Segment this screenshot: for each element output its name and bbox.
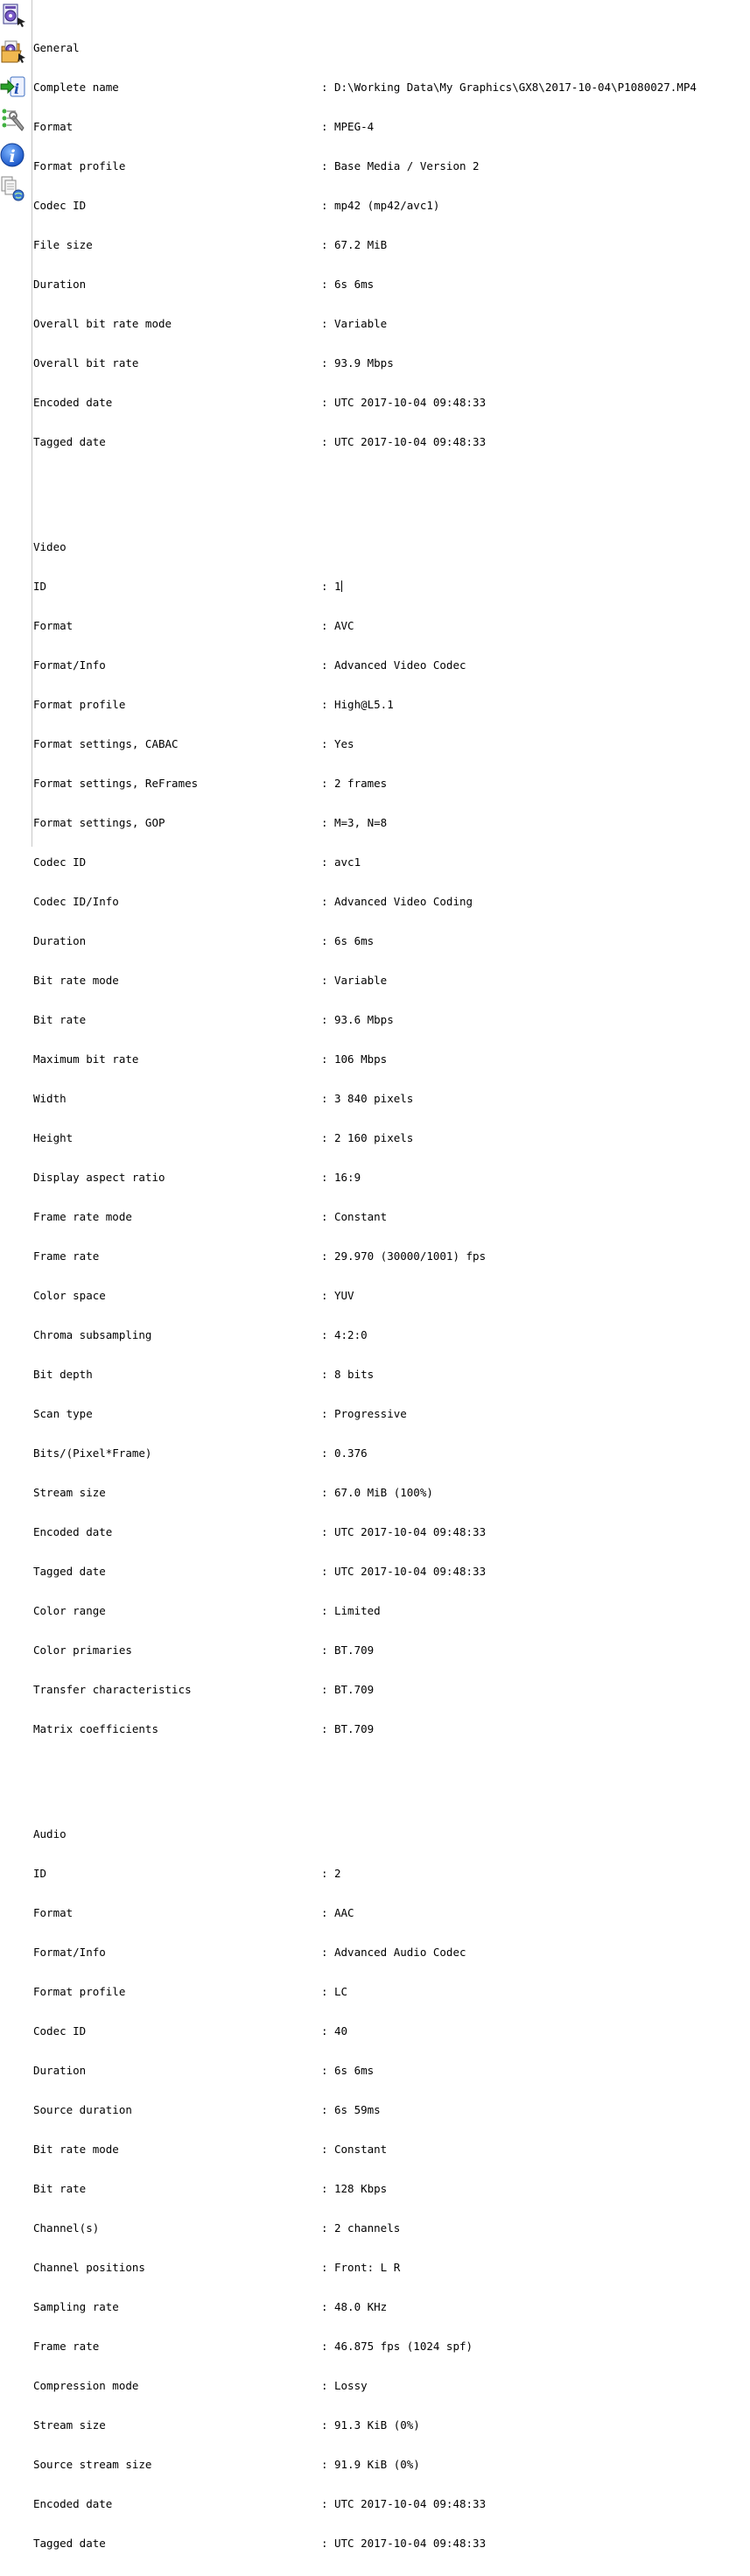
info-row: Color space : YUV [33, 1289, 354, 1302]
field-value: 6s 6ms [334, 278, 375, 291]
field-label: ID [33, 1867, 47, 1880]
info-row: Overall bit rate : 93.9 Mbps [33, 356, 394, 370]
field-value: Constant [334, 1210, 388, 1223]
field-label: Format/Info [33, 658, 106, 672]
field-label: Frame rate [33, 2340, 100, 2353]
field-value: 2 [334, 1867, 341, 1880]
section-title-audio: Audio [33, 1827, 67, 1841]
field-label: Bits/(Pixel*Frame) [33, 1446, 152, 1460]
field-value: Yes [334, 737, 354, 750]
info-row: Tagged date : UTC 2017-10-04 09:48:33 [33, 435, 487, 448]
info-row: Chroma subsampling : 4:2:0 [33, 1328, 368, 1341]
field-label: Source duration [33, 2103, 132, 2116]
field-label: Format settings, ReFrames [33, 777, 199, 790]
field-label: Duration [33, 2064, 87, 2077]
field-label: Scan type [33, 1407, 93, 1420]
info-row: Maximum bit rate : 106 Mbps [33, 1052, 388, 1066]
field-value: Constant [334, 2143, 388, 2156]
svg-text:i: i [14, 81, 20, 97]
info-row: Compression mode : Lossy [33, 2379, 368, 2392]
info-row: Bit rate mode : Variable [33, 974, 388, 987]
info-row: Height : 2 160 pixels [33, 1131, 414, 1144]
field-label: Format [33, 1906, 74, 1919]
text-caret [341, 581, 342, 592]
field-label: Color space [33, 1289, 106, 1302]
field-label: Format [33, 619, 74, 632]
field-label: Compression mode [33, 2379, 139, 2392]
info-row: Channel(s) : 2 channels [33, 2221, 401, 2235]
field-label: Format settings, CABAC [33, 737, 179, 750]
info-row: Bit rate : 93.6 Mbps [33, 1013, 394, 1026]
field-value: 16:9 [334, 1171, 361, 1184]
svg-text:i: i [9, 147, 16, 166]
info-row: Format/Info : Advanced Video Codec [33, 658, 466, 672]
info-row: Channel positions : Front: L R [33, 2261, 401, 2274]
field-value: 6s 6ms [334, 934, 375, 947]
field-value: YUV [334, 1289, 354, 1302]
toolbar [0, 0, 29, 847]
field-value: 4:2:0 [334, 1328, 368, 1341]
field-label: Matrix coefficients [33, 1722, 158, 1735]
field-value: 106 Mbps [334, 1052, 388, 1066]
field-value: BT.709 [334, 1722, 375, 1735]
export-button[interactable] [0, 74, 28, 101]
field-value: 46.875 fps (1024 spf) [334, 2340, 473, 2353]
field-label: Bit rate mode [33, 2143, 119, 2156]
field-value: 67.2 MiB [334, 238, 388, 251]
field-label: Overall bit rate mode [33, 317, 172, 330]
info-row: ID : 2 [33, 1867, 341, 1880]
field-label: Overall bit rate [33, 356, 139, 370]
info-row: Format profile : High@L5.1 [33, 698, 394, 711]
field-value: Progressive [334, 1407, 407, 1420]
media-info-text [33, 2, 747, 2576]
field-value: 2 channels [334, 2221, 401, 2235]
info-row: Tagged date : UTC 2017-10-04 09:48:33 [33, 1565, 487, 1578]
info-row: Encoded date : UTC 2017-10-04 09:48:33 [33, 2497, 487, 2510]
info-row: Duration : 6s 6ms [33, 934, 375, 947]
open-file-icon [0, 2, 28, 28]
info-row: Source stream size : 91.9 KiB (0%) [33, 2458, 420, 2471]
info-row: Encoded date : UTC 2017-10-04 09:48:33 [33, 396, 487, 409]
field-label: Height [33, 1131, 74, 1144]
info-row: Codec ID : 40 [33, 2024, 348, 2038]
field-value: 2 frames [334, 777, 388, 790]
field-label: Encoded date [33, 396, 113, 409]
field-value: mp42 (mp42/avc1) [334, 199, 440, 212]
knowledge-base-button[interactable] [0, 175, 28, 201]
preferences-button[interactable] [0, 107, 28, 133]
field-label: Bit rate mode [33, 974, 119, 987]
info-row: Frame rate mode : Constant [33, 1210, 388, 1223]
field-value: MPEG-4 [334, 120, 375, 133]
field-label: Tagged date [33, 2537, 106, 2550]
field-label: Format profile [33, 159, 126, 172]
field-label: Channel(s) [33, 2221, 100, 2235]
info-row: Duration : 6s 6ms [33, 278, 375, 291]
info-row: Encoded date : UTC 2017-10-04 09:48:33 [33, 1525, 487, 1538]
field-value: BT.709 [334, 1683, 375, 1696]
info-row: Format profile : LC [33, 1985, 348, 1998]
field-label: Complete name [33, 81, 119, 94]
field-value: 6s 59ms [334, 2103, 381, 2116]
field-value: avc1 [334, 855, 361, 869]
info-row: Complete name : D:\Working Data\My Graphics\GX8\2017-10-04\P1080027.MP4 [33, 81, 697, 94]
field-value: Advanced Audio Codec [334, 1946, 466, 1959]
info-row: Overall bit rate mode : Variable [33, 317, 388, 330]
info-row: Sampling rate : 48.0 KHz [33, 2300, 388, 2313]
field-value: 93.9 Mbps [334, 356, 394, 370]
info-row: Matrix coefficients : BT.709 [33, 1722, 375, 1735]
section-title-video: Video [33, 540, 67, 553]
info-row: Duration : 6s 6ms [33, 2064, 375, 2077]
info-row: Display aspect ratio : 16:9 [33, 1171, 361, 1184]
export-icon [0, 74, 28, 101]
field-value: Variable [334, 974, 388, 987]
info-row: Width : 3 840 pixels [33, 1092, 414, 1105]
preferences-icon [0, 107, 28, 133]
field-label: Chroma subsampling [33, 1328, 152, 1341]
field-label: Duration [33, 278, 87, 291]
info-row: Color primaries : BT.709 [33, 1643, 375, 1657]
info-row: Bit rate mode : Constant [33, 2143, 388, 2156]
field-value: 6s 6ms [334, 2064, 375, 2077]
info-row: Stream size : 67.0 MiB (100%) [33, 1486, 433, 1499]
field-value: Advanced Video Codec [334, 658, 466, 672]
field-label: Bit rate [33, 1013, 87, 1026]
field-value: Lossy [334, 2379, 368, 2392]
info-row: Format : AVC [33, 619, 354, 632]
field-label: Tagged date [33, 435, 106, 448]
field-value: 128 Kbps [334, 2182, 388, 2195]
field-label: ID [33, 580, 47, 593]
info-row: Frame rate : 46.875 fps (1024 spf) [33, 2340, 473, 2353]
field-value: Base Media / Version 2 [334, 159, 480, 172]
field-value: High@L5.1 [334, 698, 394, 711]
open-folder-icon [0, 39, 28, 65]
info-row: Bit rate : 128 Kbps [33, 2182, 388, 2195]
field-value: 8 bits [334, 1368, 375, 1381]
field-label: Format [33, 120, 74, 133]
field-value: 93.6 Mbps [334, 1013, 394, 1026]
info-row: Format : MPEG-4 [33, 120, 375, 133]
field-label: Frame rate [33, 1249, 100, 1263]
field-label: Source stream size [33, 2458, 152, 2471]
info-row: Scan type : Progressive [33, 1407, 407, 1420]
info-row: Format : AAC [33, 1906, 354, 1919]
field-value: Front: L R [334, 2261, 401, 2274]
field-value: 67.0 MiB (100%) [334, 1486, 433, 1499]
field-value: 29.970 (30000/1001) fps [334, 1249, 487, 1263]
field-value: 0.376 [334, 1446, 368, 1460]
field-value: UTC 2017-10-04 09:48:33 [334, 1565, 487, 1578]
field-label: Format settings, GOP [33, 816, 165, 829]
info-row: Format settings, GOP : M=3, N=8 [33, 816, 388, 829]
field-value: Advanced Video Coding [334, 895, 473, 908]
field-value: 48.0 KHz [334, 2300, 388, 2313]
field-value: 2 160 pixels [334, 1131, 414, 1144]
section-title-general: General [33, 41, 80, 54]
info-row: Color range : Limited [33, 1604, 381, 1617]
field-label: Codec ID [33, 199, 87, 212]
field-value: D:\Working Data\My Graphics\GX8\2017-10-04\P1080027.MP4 [334, 81, 697, 94]
open-folder-button[interactable] [0, 39, 28, 65]
info-row: Source duration : 6s 59ms [33, 2103, 381, 2116]
info-row: Bits/(Pixel*Frame) : 0.376 [33, 1446, 368, 1460]
field-label: Display aspect ratio [33, 1171, 165, 1184]
info-row: Stream size : 91.3 KiB (0%) [33, 2418, 420, 2432]
field-label: Format profile [33, 698, 126, 711]
info-row: Frame rate : 29.970 (30000/1001) fps [33, 1249, 487, 1263]
field-value: AVC [334, 619, 354, 632]
info-row: Format settings, ReFrames : 2 frames [33, 777, 388, 790]
info-row: Codec ID/Info : Advanced Video Coding [33, 895, 473, 908]
about-button[interactable] [0, 142, 28, 168]
info-row: Transfer characteristics : BT.709 [33, 1683, 375, 1696]
field-value: UTC 2017-10-04 09:48:33 [334, 1525, 487, 1538]
field-label: Color range [33, 1604, 106, 1617]
field-value: 1 [334, 580, 341, 593]
info-row: Format/Info : Advanced Audio Codec [33, 1946, 466, 1959]
info-row: Tagged date : UTC 2017-10-04 09:48:33 [33, 2537, 487, 2550]
field-label: Channel positions [33, 2261, 145, 2274]
field-label: Codec ID [33, 2024, 87, 2038]
field-value: Limited [334, 1604, 381, 1617]
field-label: Encoded date [33, 2497, 113, 2510]
field-label: File size [33, 238, 93, 251]
field-value: UTC 2017-10-04 09:48:33 [334, 435, 487, 448]
open-file-button[interactable] [0, 2, 28, 28]
field-label: Codec ID [33, 855, 87, 869]
field-label: Width [33, 1092, 67, 1105]
field-value: UTC 2017-10-04 09:48:33 [334, 396, 487, 409]
info-row: File size : 67.2 MiB [33, 238, 388, 251]
field-label: Tagged date [33, 1565, 106, 1578]
field-value: M=3, N=8 [334, 816, 388, 829]
field-label: Maximum bit rate [33, 1052, 139, 1066]
field-value: 40 [334, 2024, 348, 2038]
field-label: Format profile [33, 1985, 126, 1998]
field-label: Encoded date [33, 1525, 113, 1538]
field-label: Stream size [33, 1486, 106, 1499]
field-value: 91.9 KiB (0%) [334, 2458, 420, 2471]
field-value: LC [334, 1985, 348, 1998]
info-row: Format settings, CABAC : Yes [33, 737, 354, 750]
info-row: ID : 1 [33, 580, 341, 593]
field-value: BT.709 [334, 1643, 375, 1657]
field-value: 3 840 pixels [334, 1092, 414, 1105]
info-row: Codec ID : mp42 (mp42/avc1) [33, 199, 440, 212]
field-label: Transfer characteristics [33, 1683, 192, 1696]
field-label: Bit rate [33, 2182, 87, 2195]
field-label: Duration [33, 934, 87, 947]
field-label: Color primaries [33, 1643, 132, 1657]
field-label: Format/Info [33, 1946, 106, 1959]
info-row: Codec ID : avc1 [33, 855, 361, 869]
field-value: UTC 2017-10-04 09:48:33 [334, 2537, 487, 2550]
field-label: Stream size [33, 2418, 106, 2432]
field-value: 91.3 KiB (0%) [334, 2418, 420, 2432]
media-info-text-view[interactable] [32, 0, 750, 2550]
knowledge-base-icon [0, 175, 28, 201]
info-row: Format profile : Base Media / Version 2 [33, 159, 480, 172]
about-icon [0, 142, 28, 168]
field-label: Codec ID/Info [33, 895, 119, 908]
field-label: Sampling rate [33, 2300, 119, 2313]
field-value: Variable [334, 317, 388, 330]
field-label: Frame rate mode [33, 1210, 132, 1223]
field-label: Bit depth [33, 1368, 93, 1381]
field-value: UTC 2017-10-04 09:48:33 [334, 2497, 487, 2510]
info-row: Bit depth : 8 bits [33, 1368, 375, 1381]
field-value: AAC [334, 1906, 354, 1919]
